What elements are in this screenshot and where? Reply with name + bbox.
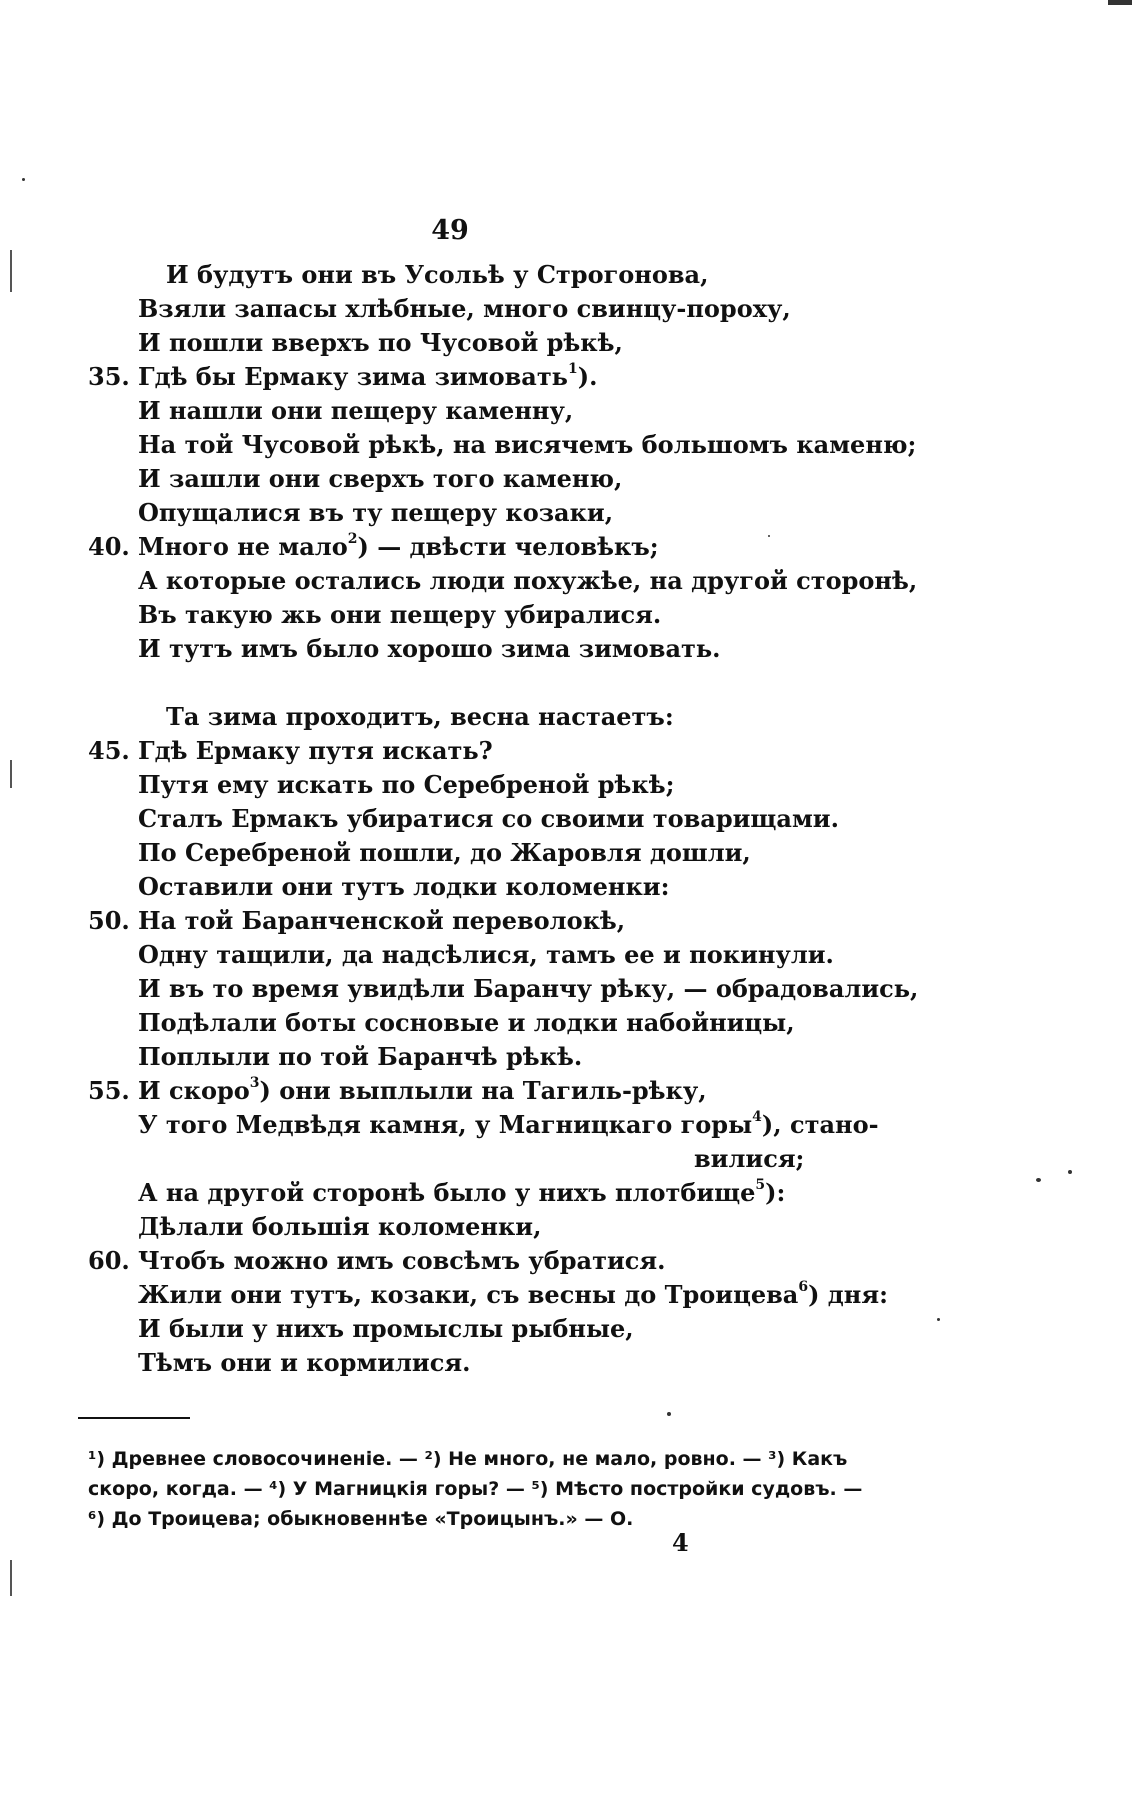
- verse-line: [0, 802, 1140, 836]
- verse-words: Та зима проходитъ, весна настаетъ:: [166, 702, 674, 731]
- line-number: 40.: [88, 532, 130, 561]
- verse-words: По Серебреной пошли, до Жаровля дошли,: [138, 838, 751, 867]
- footnote-ref-paren: ): [765, 1178, 777, 1207]
- verse-line: [0, 904, 1140, 938]
- verse-words: На той Баранченской переволокѣ,: [138, 906, 626, 935]
- verse-text: [166, 258, 708, 292]
- line-number: 60.: [88, 1246, 130, 1275]
- verse-text: [138, 972, 918, 1006]
- verse-text: [138, 870, 669, 904]
- verse-text: [138, 292, 791, 326]
- scan-speck: [768, 535, 770, 537]
- verse-words: Сталъ Ермакъ убиратися со своими товарищами.: [138, 804, 839, 833]
- verse-text: [138, 1176, 785, 1210]
- verse-line: [0, 1312, 1140, 1346]
- verse-words: Взяли запасы хлѣбные, много свинцу-пороху,: [138, 294, 791, 323]
- line-number: 35.: [88, 362, 130, 391]
- verse-text: [138, 326, 623, 360]
- verse-line: [0, 632, 1140, 666]
- verse-line: [0, 530, 1140, 564]
- verse-line: [0, 428, 1140, 462]
- verse-words: На той Чусовой рѣкѣ, на висячемъ большомъ каменю;: [138, 430, 917, 459]
- verse-line: [0, 1142, 1140, 1176]
- verse-words-after: — двѣсти человѣкъ;: [368, 532, 659, 561]
- edge-mark: [10, 1560, 12, 1596]
- verse-line: [0, 1346, 1140, 1380]
- verse-text: [138, 1210, 541, 1244]
- footnotes: [88, 1444, 863, 1534]
- verse-text: [694, 1142, 804, 1176]
- verse-words: И пошли вверхъ по Чусовой рѣкѣ,: [138, 328, 623, 357]
- verse-words: Тѣмъ они и кормилися.: [138, 1348, 471, 1377]
- footnote-line: ⁶) До Троицева; обыкновеннѣе «Троицынъ.» — О.: [88, 1508, 634, 1530]
- verse-line: [0, 564, 1140, 598]
- verse-line: [0, 1278, 1140, 1312]
- verse-words: Дѣлали большія коломенки,: [138, 1212, 542, 1241]
- verse-text: [138, 462, 622, 496]
- verse-line: [0, 870, 1140, 904]
- signature-mark: 4: [672, 1528, 689, 1557]
- verse-line: [0, 1040, 1140, 1074]
- verse-words: Жили они тутъ, козаки, съ весны до Троицева: [138, 1280, 799, 1309]
- verse-words: И зашли они сверхъ того каменю,: [138, 464, 623, 493]
- verse-line: [0, 938, 1140, 972]
- verse-line: [0, 1244, 1140, 1278]
- verse-text: [138, 802, 839, 836]
- scan-speck: [22, 178, 25, 181]
- verse-text: [138, 564, 917, 598]
- verse-words: А на другой сторонѣ было у нихъ плотбище: [138, 1178, 756, 1207]
- verse-text: [138, 938, 834, 972]
- verse-text: [138, 496, 613, 530]
- footnote-ref: 6: [798, 1279, 809, 1295]
- footnote-ref-paren: ): [761, 1110, 774, 1139]
- verse-text: [138, 1006, 795, 1040]
- verse-words: Въ такую жь они пещеру убиралися.: [138, 600, 662, 629]
- verse-words: Опущалися въ ту пещеру козаки,: [138, 498, 614, 527]
- verse-words: Поплыли по той Баранчѣ рѣкѣ.: [138, 1042, 583, 1071]
- verse-line: [0, 836, 1140, 870]
- verse-line: [0, 326, 1140, 360]
- verse-words: Гдѣ бы Ермаку зима зимовать: [138, 362, 568, 391]
- verse-text: [138, 1108, 879, 1142]
- verse-words: Гдѣ Ермаку путя искать?: [138, 736, 493, 765]
- footnote-ref: 1: [567, 361, 578, 377]
- verse-line: [0, 462, 1140, 496]
- verse-words-after: дня:: [819, 1280, 888, 1309]
- verse-text: [138, 768, 675, 802]
- scan-speck: [1108, 0, 1132, 5]
- verse-text: [138, 394, 573, 428]
- verse-text: [138, 904, 625, 938]
- verse-words: И скоро: [138, 1076, 250, 1105]
- verse-words: Много не мало: [138, 532, 348, 561]
- verse-line: [0, 768, 1140, 802]
- verse-words: Подѣлали боты сосновые и лодки набойницы,: [138, 1008, 795, 1037]
- verse-line: [0, 258, 1140, 292]
- verse-text: [138, 1346, 470, 1380]
- verse-line: [0, 1176, 1140, 1210]
- verse-words: вилися;: [694, 1144, 805, 1173]
- verse-words: У того Медвѣдя камня, у Магницкаго горы: [138, 1110, 753, 1139]
- verse-line: [0, 496, 1140, 530]
- verse-text: [138, 1244, 665, 1278]
- verse-words-after: .: [589, 362, 598, 391]
- verse-text: [138, 836, 751, 870]
- verse-text: [138, 632, 721, 666]
- verse-words: И были у нихъ промыслы рыбные,: [138, 1314, 634, 1343]
- scan-speck: [1068, 1170, 1072, 1174]
- verse-line: [0, 1074, 1140, 1108]
- verse-text: [138, 530, 659, 564]
- edge-mark: [10, 250, 12, 292]
- verse-text: [138, 360, 597, 394]
- verse-words: Одну тащили, да надсѣлися, тамъ ее и покинули.: [138, 940, 834, 969]
- verse-words: И въ то время увидѣли Баранчу рѣку, — обрадовались,: [138, 974, 919, 1003]
- scan-speck: [937, 1318, 940, 1321]
- verse-line: [0, 700, 1140, 734]
- footnote-ref-paren: ): [577, 362, 590, 391]
- footnote-ref-paren: ): [357, 532, 369, 561]
- verse-words: Путя ему искать по Серебреной рѣкѣ;: [138, 770, 675, 799]
- page-number: 49: [431, 215, 469, 246]
- verse-words-after: , стано-: [773, 1110, 879, 1139]
- verse-words: И будутъ они въ Усольѣ у Строгонова,: [166, 260, 709, 289]
- verse-words-after: :: [776, 1178, 786, 1207]
- verse-text: [138, 1278, 888, 1312]
- verse-text: [138, 598, 661, 632]
- verse-words: А которые остались люди похужѣе, на другой сторонѣ,: [138, 566, 918, 595]
- edge-mark: [10, 760, 12, 788]
- verse-text: [138, 734, 493, 768]
- verse-text: [138, 1312, 634, 1346]
- verse-text: [138, 1040, 582, 1074]
- verse-line: [0, 598, 1140, 632]
- footnote-ref: 3: [249, 1075, 260, 1091]
- verse-words: Оставили они тутъ лодки коломенки:: [138, 872, 670, 901]
- footnote-ref-paren: ): [808, 1280, 820, 1309]
- verse-words-after: они выплыли на Тагиль-рѣку,: [270, 1076, 707, 1105]
- footnote-line: скоро, когда. — ⁴) У Магницкія горы? — ⁵) Мѣсто постройки судовъ. —: [88, 1478, 863, 1500]
- footnote-divider: [78, 1417, 190, 1419]
- verse-line: [0, 292, 1140, 326]
- verse-text: [138, 428, 916, 462]
- verse-line: [0, 1210, 1140, 1244]
- verse-line: [0, 394, 1140, 428]
- line-number: 45.: [88, 736, 130, 765]
- verse-text: [166, 700, 674, 734]
- verse-line: [0, 972, 1140, 1006]
- stanza-break: [0, 666, 1140, 700]
- verse-words: Чтобъ можно имъ совсѣмъ убратися.: [138, 1246, 666, 1275]
- verse-line: [0, 1108, 1140, 1142]
- footnote-ref: 4: [752, 1109, 762, 1125]
- verse-line: [0, 1006, 1140, 1040]
- footnote-ref: 5: [755, 1177, 766, 1193]
- verse-line: [0, 360, 1140, 394]
- verse-text: [138, 1074, 707, 1108]
- verse-words: И нашли они пещеру каменну,: [138, 396, 574, 425]
- footnote-ref: 2: [347, 531, 358, 547]
- line-number: 50.: [88, 906, 130, 935]
- verse-line: [0, 734, 1140, 768]
- footnote-ref-paren: ): [259, 1076, 271, 1105]
- footnote-line: ¹) Древнее словосочиненіе. — ²) Не много, не мало, ровно. — ³) Какъ: [88, 1448, 848, 1470]
- scan-speck: [1036, 1178, 1041, 1182]
- line-number: 55.: [88, 1076, 130, 1105]
- verse-words: И тутъ имъ было хорошо зима зимовать.: [138, 634, 721, 663]
- scan-speck: [667, 1412, 671, 1416]
